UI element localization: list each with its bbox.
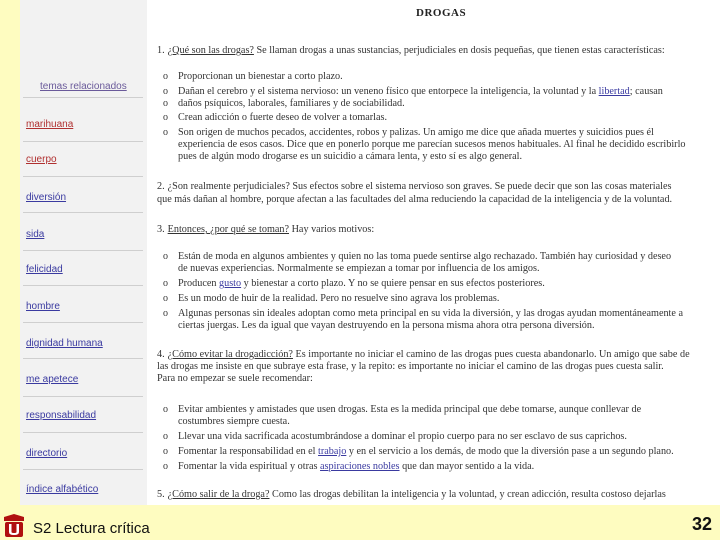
divider: [23, 322, 143, 323]
divider: [23, 176, 143, 177]
sidebar-link-cuerpo[interactable]: cuerpo: [26, 154, 57, 165]
list-item-continuation: costumbres siempre cuesta.: [178, 416, 290, 427]
divider: [23, 141, 143, 142]
link-aspiraciones-nobles[interactable]: aspiraciones nobles: [320, 461, 400, 472]
list-item: o Algunas personas sin ideales adoptan como meta principal en su vida la diversión, y las drogas ayudan momentáneamente a: [178, 308, 683, 320]
divider: [23, 432, 143, 433]
article-content: [151, 0, 720, 505]
question-3: 3. Entonces, ¿por qué se toman? Hay varios motivos:: [157, 224, 375, 235]
link-trabajo[interactable]: trabajo: [318, 446, 347, 457]
sidebar-link-marihuana[interactable]: marihuana: [26, 119, 74, 130]
list-item: o Producen gusto y bienestar a corto plazo. Y no se quiere pensar en sus efectos posteriores.: [178, 278, 545, 290]
question-1: 1. ¿Qué son las drogas? Se llaman drogas a unas sustancias, perjudiciales en dosis pequeñas, que tienen estas características:: [157, 45, 665, 56]
divider: [23, 358, 143, 359]
sidebar-link-hombre[interactable]: hombre: [26, 301, 60, 312]
link-libertad[interactable]: libertad: [598, 86, 630, 97]
sidebar-link-dignidad-humana[interactable]: dignidad humana: [26, 338, 103, 349]
question-4-continuation: Para no empezar se suele recomendar:: [157, 373, 313, 384]
sidebar-link-diversion[interactable]: diversión: [26, 192, 67, 203]
list-item: o Están de moda en algunos ambientes y quien no las toma puede sentirse algo rechazado. También hay curiosidad y deseo: [178, 251, 671, 263]
list-item: o Dañan el cerebro y el sistema nervioso: un veneno físico que entorpece la inteligencia, la voluntad y la libertad; causan: [178, 86, 663, 98]
document-frame: [20, 0, 720, 505]
list-item-continuation: de nuevas experiencias. Normalmente se empiezan a tomar por influencia de los amigos.: [178, 263, 540, 274]
list-item: o Fomentar la vida espiritual y otras aspiraciones nobles que dan mayor sentido a la vida.: [178, 461, 534, 473]
list-item-continuation: o daños psíquicos, laborales, familiares y de sociabilidad.: [178, 98, 405, 110]
list-item: o Son origen de muchos pecados, accidentes, robos y palizas. Un amigo me dice que añada muertes y suicidios pues él: [178, 127, 654, 139]
sidebar: [20, 0, 147, 505]
divider: [23, 469, 143, 470]
page-number: 32: [691, 514, 712, 534]
divider: [23, 212, 143, 213]
divider: [23, 396, 143, 397]
list-item: o Llevar una vida sacrificada acostumbrándose a dominar el propio cuerpo para no ser esclavo de sus caprichos.: [178, 431, 627, 443]
question-2-continuation: que más dañan al hombre, porque afectan a las facultades del alma reduciendo la capacidad de la inteligencia y de la voluntad.: [157, 194, 673, 205]
related-topics-heading[interactable]: temas relacionados: [40, 81, 127, 92]
sidebar-link-felicidad[interactable]: felicidad: [26, 264, 63, 275]
question-2: 2. ¿Son realmente perjudiciales? Sus efectos sobre el sistema nervioso son graves. Se puede decir que son las cosas materiales: [157, 181, 672, 192]
footer-label: S2 Lectura crítica: [33, 520, 150, 537]
list-item: o Es un modo de huir de la realidad. Pero no resuelve sino agrava los problemas.: [178, 293, 499, 305]
question-4-continuation: las drogas me insiste en que subraye esta frase, y la repito: es importante no iniciar el camino de las drogas pues cuesta salir.: [157, 361, 664, 372]
list-item-continuation: ciertas juergas. Les da igual que vayan destruyendo en la persona misma ahora otra persona diversión.: [178, 320, 595, 331]
list-item: o Evitar ambientes y amistades que usen drogas. Esta es la medida principal que debe tomarse, aunque conllevar de: [178, 404, 641, 416]
list-item: o Crean adicción o fuerte deseo de volver a tomarlas.: [178, 112, 387, 124]
list-item: o Fomentar la responsabilidad en el trabajo y en el servicio a los demás, de modo que la diversión pase a un segundo plano.: [178, 446, 674, 458]
sidebar-link-directorio[interactable]: directorio: [26, 448, 68, 459]
link-gusto[interactable]: gusto: [219, 278, 242, 289]
list-item-continuation: pues de algún modo drogarse es un suicidio a cámara lenta, y esto sí es algo general.: [178, 151, 523, 162]
sidebar-link-sida[interactable]: sida: [26, 229, 45, 240]
sidebar-link-responsabilidad[interactable]: responsabilidad: [26, 410, 97, 421]
divider: [23, 285, 143, 286]
divider: [23, 97, 143, 98]
divider: [23, 250, 143, 251]
list-item: o Proporcionan un bienestar a corto plazo.: [178, 71, 343, 83]
university-logo-icon: [2, 513, 26, 539]
page-title: DROGAS: [416, 7, 467, 19]
sidebar-link-me-apetece[interactable]: me apetece: [26, 374, 79, 385]
list-item-continuation: experiencia de esos casos. Dice que en ponerlo porque me parecían sucesos menos habituales. Al final he decidido escribirlo: [178, 139, 686, 150]
question-4: 4. ¿Cómo evitar la drogadicción? Es importante no iniciar el camino de las drogas pues cuesta abandonarlo. Un amigo que sabe de: [157, 349, 690, 360]
question-5: 5. ¿Cómo salir de la droga? Como las drogas debilitan la inteligencia y la voluntad, y crean adicción, resulta costoso dejarlas: [157, 489, 666, 500]
sidebar-link-indice-alfabetico[interactable]: índice alfabético: [26, 484, 99, 495]
